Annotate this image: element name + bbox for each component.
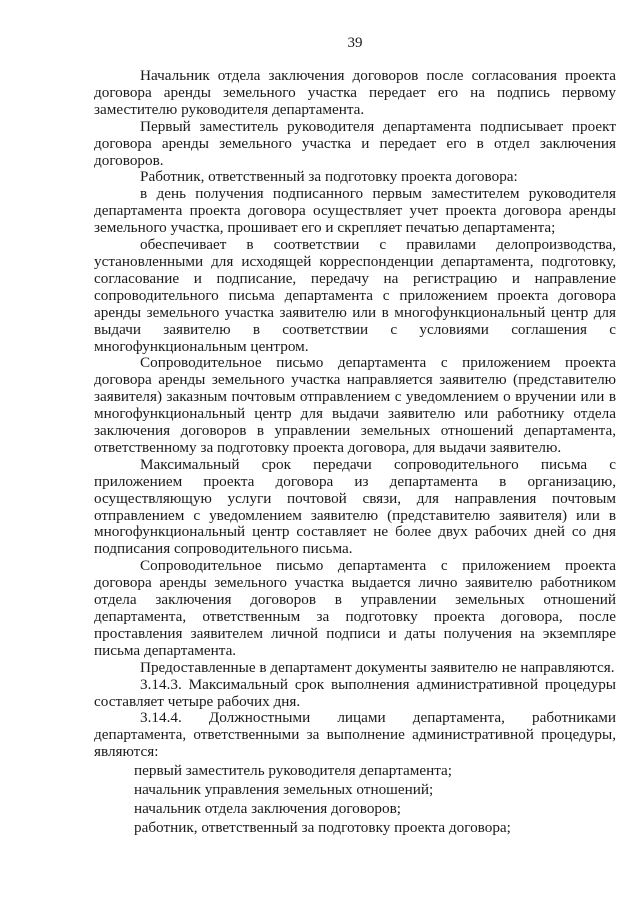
paragraph-worker-duty-registration: в день получения подписанного первым заместителем руководителя департамента проекта договора осуществляет учет проекта договора аренды земельного участка, прошивает его и скрепляет печатью департамента; (94, 185, 616, 237)
paragraph-signing: Первый заместитель руководителя департамента подписывает проект договора аренды земельного участка и передает его в отдел заключения договоров. (94, 117, 616, 169)
paragraph-clause-3-14-3: 3.14.3. Максимальный срок выполнения административной процедуры составляет четыре рабочих дня. (94, 675, 616, 710)
list-item-responsible-worker: работник, ответственный за подготовку проекта договора; (134, 819, 511, 837)
paragraph-max-transfer-time: Максимальный срок передачи сопроводительного письма с приложением проекта договора из департамента в организацию, осуществляющую услуги почтовой связи, для направления почтовым отправлением с уведомлением заявителю (представителю заявителя) или в многофункциональный центр составляет не более двух рабочих дней со дня подписания сопроводительного письма. (94, 455, 616, 558)
paragraph-worker-duty-letter: обеспечивает в соответствии с правилами делопроизводства, установленными для исходящей корреспонденции департамента, подготовку, согласование и подписание, передачу на регистрацию и направление сопроводительного письма департамента с приложением проекта договора аренды земельного участка заявителю или в многофункциональный центр для выдачи заявителю в соответствии с условиями соглашения с многофункциональным центром. (94, 236, 616, 355)
paragraph-letter-delivery: Сопроводительное письмо департамента с приложением проекта договора аренды земельного участка направляется заявителю (представителю заявителя) заказным почтовым отправлением с уведомлением о вручении или в многофункциональный центр для выдачи заявителю или работнику отдела заключения договоров в управлении земельных отношений департамента, ответственному за подготовку проекта договора, для выдачи заявителю. (94, 354, 616, 456)
paragraph-personal-issue: Сопроводительное письмо департамента с приложением проекта договора аренды земельного участка выдается лично заявителю работником отдела заключения договоров в управлении земельных отношений департамента, ответственным за подготовку проекта договора, после проставления заявителем личной подписи и даты получения на экземпляре письма департамента. (94, 557, 616, 659)
paragraph-clause-3-14-4: 3.14.4. Должностными лицами департамента, работниками департамента, ответственными за выполнение административной процедуры, являются: (94, 709, 616, 761)
list-item-first-deputy: первый заместитель руководителя департамента; (134, 762, 452, 780)
paragraph-approval: Начальник отдела заключения договоров после согласования проекта договора аренды земельного участка передает его на подпись первому заместителю руководителя департамента. (94, 67, 616, 118)
document-page (94, 34, 616, 837)
list-item-contracts-section-head: начальник отдела заключения договоров; (134, 800, 402, 818)
paragraph-worker-intro: Работник, ответственный за подготовку проекта договора: (140, 168, 518, 186)
list-item-land-department-head: начальник управления земельных отношений; (134, 781, 434, 799)
page-number: 39 (347, 35, 363, 51)
paragraph-documents-not-returned: Предоставленные в департамент документы заявителю не направляются. (140, 658, 615, 676)
